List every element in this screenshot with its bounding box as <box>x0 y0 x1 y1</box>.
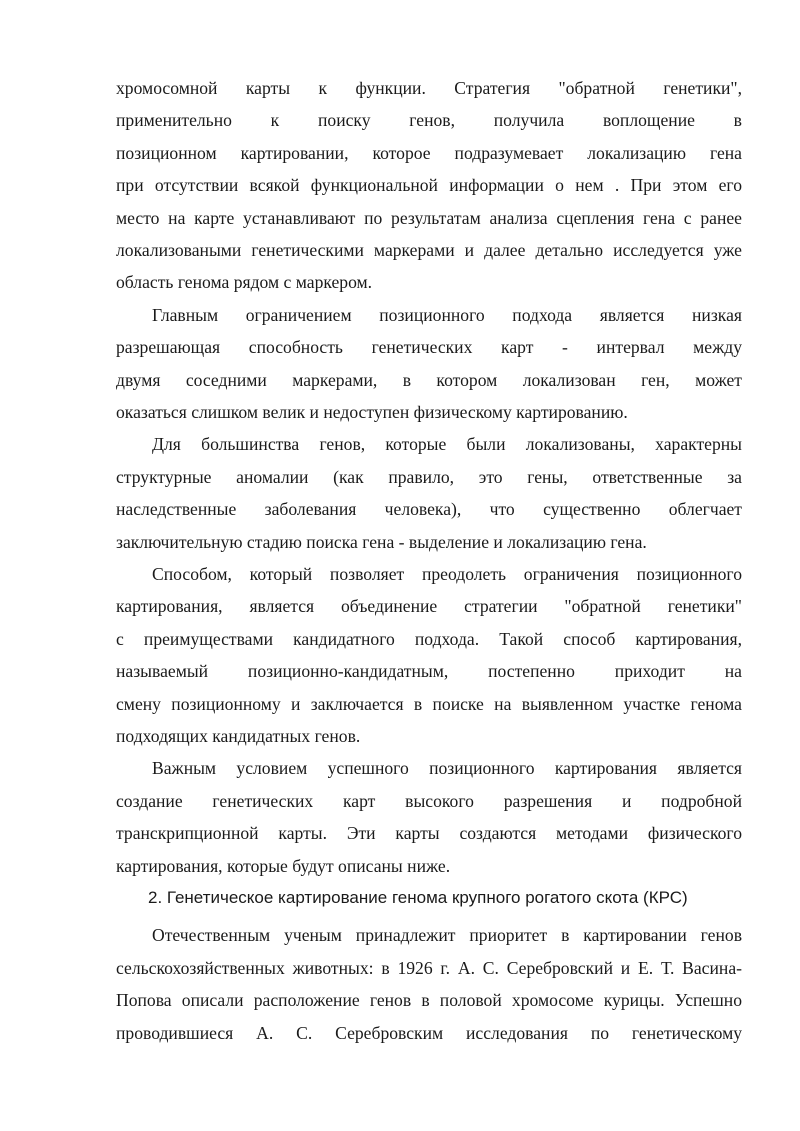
paragraph-1-line-7: область генома рядом с маркером. <box>116 272 373 292</box>
paragraph-4-line-5: смену позиционному и заключается в поиске на выявленном участке генома <box>116 694 742 714</box>
paragraph-5-line-1: Важным условием успешного позиционного картирования является <box>152 758 742 778</box>
paragraph-3-line-2: структурные аномалии (как правило, это гены, ответственные за <box>116 467 742 487</box>
paragraph-2-line-3: двумя соседними маркерами, в котором локализован ген, может <box>116 370 742 390</box>
paragraph-1-line-5: место на карте устанавливают по результатам анализа сцепления гена с ранее <box>116 208 742 228</box>
paragraph-1-line-6: локализоваными генетическими маркерами и далее детально исследуется уже <box>116 240 742 260</box>
paragraph-3-line-3: наследственные заболевания человека), что существенно облегчает <box>116 499 742 519</box>
paragraph-3-line-4: заключительную стадию поиска гена - выделение и локализацию гена. <box>116 532 647 552</box>
paragraph-4-line-2: картирования, является объединение стратегии "обратной генетики" <box>116 596 742 616</box>
paragraph-1-line-3: позиционном картировании, которое подразумевает локализацию гена <box>116 143 742 163</box>
paragraph-5-line-4: картирования, которые будут описаны ниже. <box>116 856 451 876</box>
paragraph-4-line-1: Способом, который позволяет преодолеть ограничения позиционного <box>152 564 742 584</box>
paragraph-4-line-6: подходящих кандидатных генов. <box>116 726 361 746</box>
paragraph-1-line-2: применительно к поиску генов, получила воплощение в <box>116 110 742 130</box>
section-heading: 2. Генетическое картирование генома крупного рогатого скота (КРС) <box>148 888 688 907</box>
paragraph-4-line-3: с преимуществами кандидатного подхода. Такой способ картирования, <box>116 629 742 649</box>
paragraph-4-line-4: называемый позиционно-кандидатным, постепенно приходит на <box>116 661 742 681</box>
final-paragraph-line-4: проводившиеся А. С. Серебровским исследования по генетическому <box>116 1023 742 1043</box>
final-paragraph-line-1: Отечественным ученым принадлежит приоритет в картировании генов <box>152 925 742 945</box>
paragraph-2-line-1: Главным ограничением позиционного подхода является низкая <box>152 305 742 325</box>
paragraph-1-line-4: при отсутствии всякой функциональной информации о нем . При этом его <box>116 175 742 195</box>
paragraph-2-line-2: разрешающая способность генетических карт - интервал между <box>116 337 742 357</box>
paragraph-3-line-1: Для большинства генов, которые были локализованы, характерны <box>152 434 742 454</box>
paragraph-5-line-3: транскрипционной карты. Эти карты создаются методами физического <box>116 823 742 843</box>
paragraph-5-line-2: создание генетических карт высокого разрешения и подробной <box>116 791 742 811</box>
paragraph-1-line-1: хромосомной карты к функции. Стратегия "обратной генетики", <box>116 78 742 98</box>
final-paragraph-line-3: Попова описали расположение генов в половой хромосоме курицы. Успешно <box>116 990 742 1010</box>
paragraph-2-line-4: оказаться слишком велик и недоступен физическому картированию. <box>116 402 628 422</box>
final-paragraph-line-2: сельскохозяйственных животных: в 1926 г. А. С. Серебровский и Е. Т. Васина- <box>116 958 742 978</box>
